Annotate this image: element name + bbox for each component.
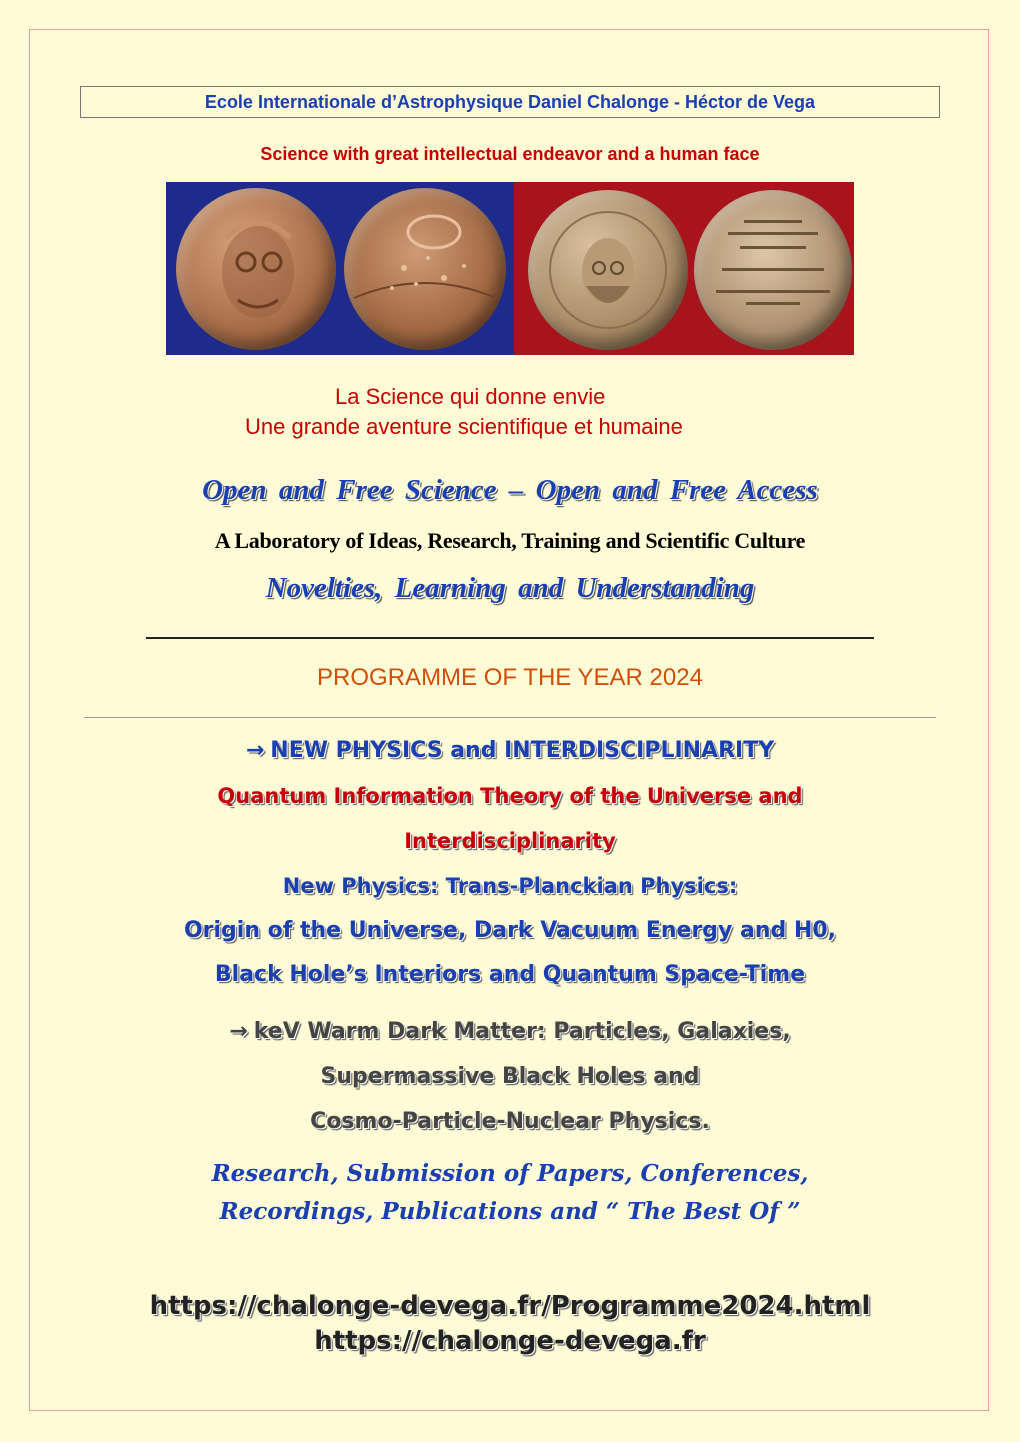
divider-thin <box>84 717 936 718</box>
supermassive-line: Supermassive Black Holes and <box>320 1064 700 1089</box>
inscription-lines-icon <box>694 190 852 350</box>
french-slogan-1: La Science qui donne envie <box>335 384 606 409</box>
cosmo-particle-line: Cosmo-Particle-Nuclear Physics. <box>310 1109 710 1134</box>
crater-relief-icon <box>344 188 506 350</box>
devega-inscription-medal <box>694 190 852 350</box>
arrow-right-icon: → <box>229 1019 248 1044</box>
new-physics-label: NEW PHYSICS and INTERDISCIPLINARITY <box>270 738 775 763</box>
chalonge-medals-panel <box>166 182 514 355</box>
kev-heading <box>0 1019 1020 1044</box>
portrait-relief-icon <box>528 190 688 350</box>
research-line-1: Research, Submission of Papers, Conferences, <box>211 1160 809 1187</box>
school-name: Ecole Internationale d’Astrophysique Daniel Chalonge - Héctor de Vega <box>204 91 816 112</box>
laboratory-motto: A Laboratory of Ideas, Research, Training and Scientific Culture <box>214 528 806 553</box>
open-science-motto: Open and Free Science – Open and Free Access <box>202 474 818 506</box>
new-physics-heading <box>0 738 1020 763</box>
kev-label: keV Warm Dark Matter: Particles, Galaxies, <box>253 1019 791 1044</box>
portrait-relief-icon <box>176 188 336 350</box>
devega-medals-panel <box>514 182 854 355</box>
qit-line-2: Interdisciplinarity <box>404 829 616 853</box>
trans-planckian-line: New Physics: Trans-Planckian Physics: <box>282 874 738 898</box>
qit-line-1: Quantum Information Theory of the Universe and <box>217 784 803 808</box>
research-line-2: Recordings, Publications and “ The Best Of ” <box>219 1198 801 1225</box>
chalonge-portrait-medal <box>176 188 336 350</box>
french-slogan-2: Une grande aventure scientifique et humaine <box>245 414 683 439</box>
black-hole-line: Black Hole’s Interiors and Quantum Space-Time <box>214 962 806 987</box>
tagline: Science with great intellectual endeavor and a human face <box>260 144 760 164</box>
school-header <box>80 86 940 118</box>
novelties-motto: Novelties, Learning and Understanding <box>265 572 755 604</box>
programme-title: PROGRAMME OF THE YEAR 2024 <box>317 664 703 691</box>
arrow-right-icon: → <box>245 738 265 763</box>
divider-thick <box>146 637 874 639</box>
devega-portrait-medal <box>528 190 688 350</box>
origin-line: Origin of the Universe, Dark Vacuum Energy and H0, <box>183 918 837 943</box>
programme-link[interactable]: https://chalonge-devega.fr/Programme2024.html <box>149 1291 871 1321</box>
home-link[interactable]: https://chalonge-devega.fr <box>314 1326 706 1356</box>
chalonge-moon-medal <box>344 188 506 350</box>
medals-banner <box>166 182 854 355</box>
